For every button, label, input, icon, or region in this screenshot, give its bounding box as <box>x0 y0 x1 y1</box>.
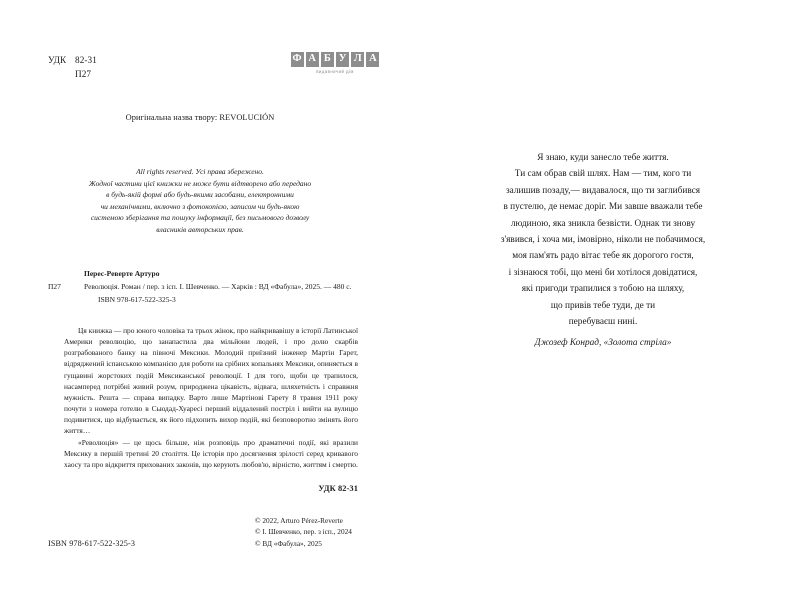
biblio-description: Революція. Роман / пер. з ісп. І. Шевченко. — Харків : ВД «Фабула», 2025. — 480 с. <box>84 281 352 291</box>
udk-footer: УДК 82-31 <box>318 484 358 493</box>
epigraph-line: Ти сам обрав свій шлях. Нам — тим, кого ти <box>514 169 692 180</box>
copyright-line: © І. Шевченко, пер. з ісп., 2024 <box>255 527 352 537</box>
udk-code: 82-31 <box>75 55 97 65</box>
logo-letter: Б <box>321 52 334 67</box>
publisher-logo-subtitle: видавничий дім <box>316 69 354 74</box>
epigraph-line: що привів тебе туди, де ти <box>550 300 656 311</box>
epigraph-line: і зізнаюся тобі, що мені би хотілося довідатися, <box>508 267 698 278</box>
logo-letter: А <box>366 52 379 67</box>
original-title-line: Оригінальна назва твору: REVOLUCIÓN <box>125 113 275 122</box>
biblio-description-row <box>48 281 358 292</box>
annotation-text <box>64 325 358 470</box>
copyright-line: © 2022, Arturo Pérez-Reverte <box>255 516 343 525</box>
epigraph-line: в пустелю, де немає доріг. Ми завше вважали тебе <box>503 202 703 213</box>
rights-notice-line: в будь-якій формі або будь-якими засобами, електронними <box>106 190 294 200</box>
logo-letter: У <box>336 52 349 67</box>
epigraph-line: які пригоди трапилися з тобою на шляху, <box>521 284 685 295</box>
epigraph-line: залишив позаду,— видавалося, що ти заглибився <box>505 185 701 196</box>
udk-label: УДК <box>48 55 67 65</box>
udk-header <box>48 54 97 81</box>
publisher-logo-letters <box>286 52 384 67</box>
epigraph-line: Я знаю, куди занесло тебе життя. <box>537 153 669 163</box>
bibliographic-entry <box>48 268 358 306</box>
epigraph-line: людиною, яка зникла безвісти. Однак ти знову <box>510 218 696 229</box>
biblio-isbn: ISBN 978-617-522-325-3 <box>98 295 176 305</box>
biblio-index: П27 <box>48 281 61 291</box>
biblio-author: Перес-Реверте Артуро <box>84 269 160 278</box>
rights-notice-line: All rights reserved. Усі права збережено. <box>136 167 264 176</box>
rights-notice-line: чи механічними, включно з фотокопією, записом чи будь-якою <box>100 201 300 211</box>
epigraph-attribution: Джозеф Конрад, «Золота стріла» <box>534 338 672 348</box>
logo-letter: Л <box>351 52 364 67</box>
rights-notice <box>50 166 350 236</box>
author-index-code: П27 <box>75 68 92 79</box>
epigraph-page <box>400 0 800 615</box>
rights-notice-line: Жодної частини цієї книжки не може бути відтворено або передано <box>88 178 312 188</box>
publisher-logo <box>286 52 384 74</box>
epigraph-line: перебуваєш нині. <box>568 317 638 328</box>
copyright-line: © ВД «Фабула», 2025 <box>255 538 322 548</box>
epigraph-line: з'явився, і хоча ми, імовірно, ніколи не побачимося, <box>500 235 706 246</box>
copyright-notices <box>255 515 352 549</box>
logo-letter: Ф <box>291 52 304 67</box>
annotation-paragraph: Ця книжка — про юного чоловіка та трьох жінок, про найкривавішу в історії Латинської Америки революцію, що занапастила два мільйони людей, і про долю скарбів розграбованого банку на півночі Мексики. Молодий приїзний інженер Мартін Гарет, відряджений іспанською компанією для роботи на срібних копальнях Мексики, опиняється в гущавині жорстоких подій Мексиканської революції. І для того, щоби це трапилося, насамперед потрібні живий розум, природжена цікавість, відвага, шляхетність і справжня мужність. Решта — справа випадку. Варто лише Мартінові Гарету 8 травня 1911 року почути з номера готелю в Сьюдад-Хуаресі перший віддалений постріл і вийти на вулицю подивитися, що відбувається, як його підхопить вихор подій, які безповоротно змінять його життя… <box>64 326 358 436</box>
annotation-paragraph: «Революція» — це щось більше, ніж розповідь про драматичні події, які вразили Мексику в першій третині 20 століття. Це історія про досягнення зрілості серед кривавого хаосу та про відкриття прихованих законів, що керують любов'ю, вірністю, життям і смертю. <box>64 437 358 469</box>
rights-notice-line: системою зберігання та пошуку інформації, без письмового дозволу <box>90 213 310 223</box>
epigraph-text <box>428 150 778 330</box>
logo-letter: А <box>306 52 319 67</box>
rights-notice-line: власників авторських прав. <box>156 224 244 234</box>
isbn-footer: ISBN 978-617-522-325-3 <box>48 539 136 548</box>
epigraph-line: моя пам'ять радо вітає тебе як дорогого гостя, <box>512 251 694 262</box>
